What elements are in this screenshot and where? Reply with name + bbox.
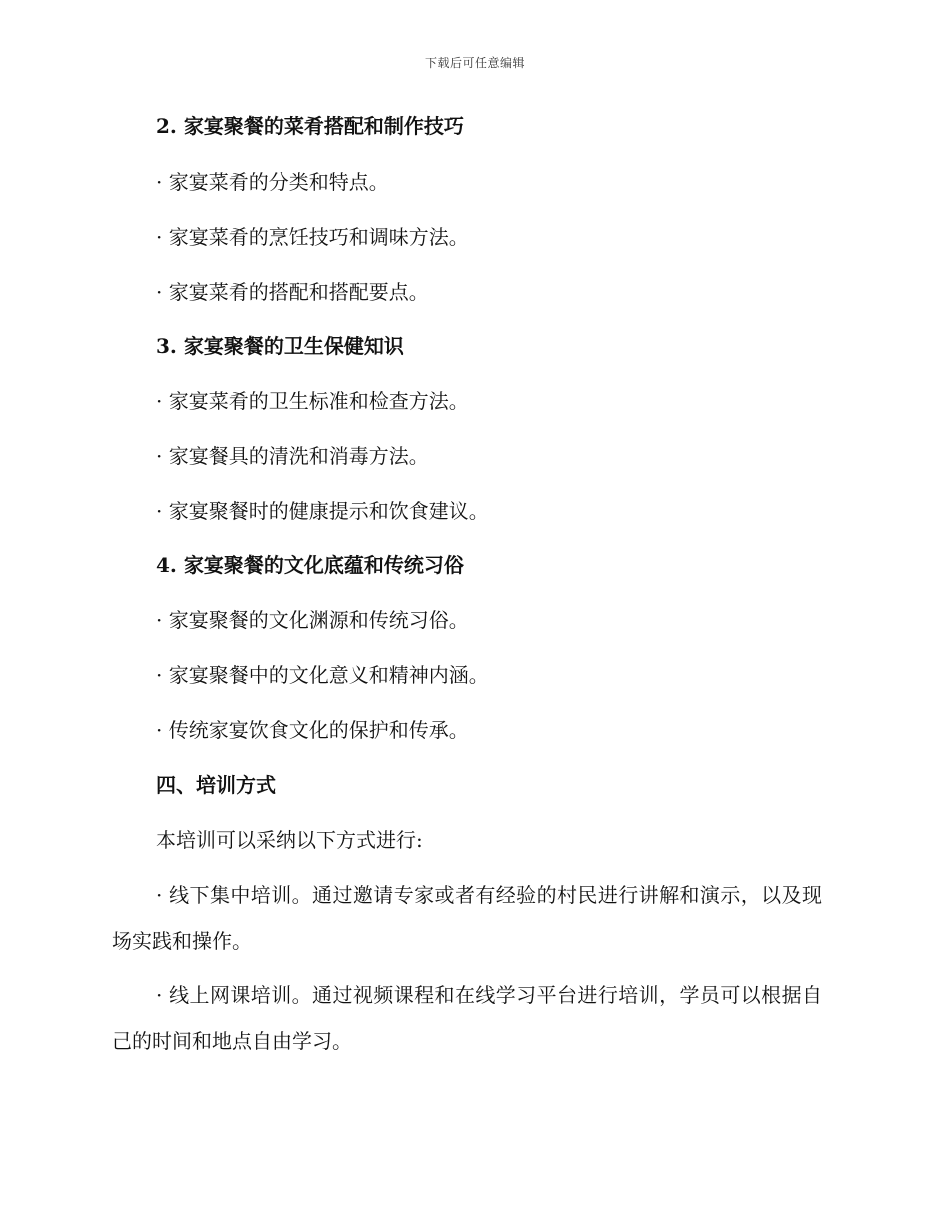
training-intro: 本培训可以采纳以下方式进行: [156, 828, 423, 852]
list-item: · 家宴菜肴的烹饪技巧和调味方法。 [156, 225, 469, 249]
section-heading-training: 四、培训方式 [156, 773, 276, 797]
training-method-offline: · 线下集中培训。通过邀请专家或者有经验的村民进行讲解和演示，以及现场实践和操作。 [112, 883, 822, 953]
list-item: · 传统家宴饮食文化的保护和传承。 [156, 718, 469, 742]
list-item: · 家宴聚餐中的文化意义和精神内涵。 [156, 663, 489, 687]
list-item: · 家宴菜肴的卫生标准和检查方法。 [156, 389, 469, 413]
section-heading-3: 3. 家宴聚餐的卫生保健知识 [156, 334, 404, 358]
list-item: · 家宴菜肴的搭配和搭配要点。 [156, 280, 429, 304]
list-item: · 家宴聚餐时的健康提示和饮食建议。 [156, 499, 489, 523]
page-header-note: 下载后可任意编辑 [424, 56, 525, 70]
list-item: · 家宴聚餐的文化渊源和传统习俗。 [156, 608, 469, 632]
section-heading-4: 4. 家宴聚餐的文化底蕴和传统习俗 [156, 553, 464, 577]
list-item: · 家宴餐具的清洗和消毒方法。 [156, 444, 429, 468]
training-method-online: · 线上网课培训。通过视频课程和在线学习平台进行培训，学员可以根据自己的时间和地点自由学习。 [112, 983, 822, 1053]
section-heading-2: 2. 家宴聚餐的菜肴搭配和制作技巧 [156, 114, 464, 138]
list-item: · 家宴菜肴的分类和特点。 [156, 170, 389, 194]
